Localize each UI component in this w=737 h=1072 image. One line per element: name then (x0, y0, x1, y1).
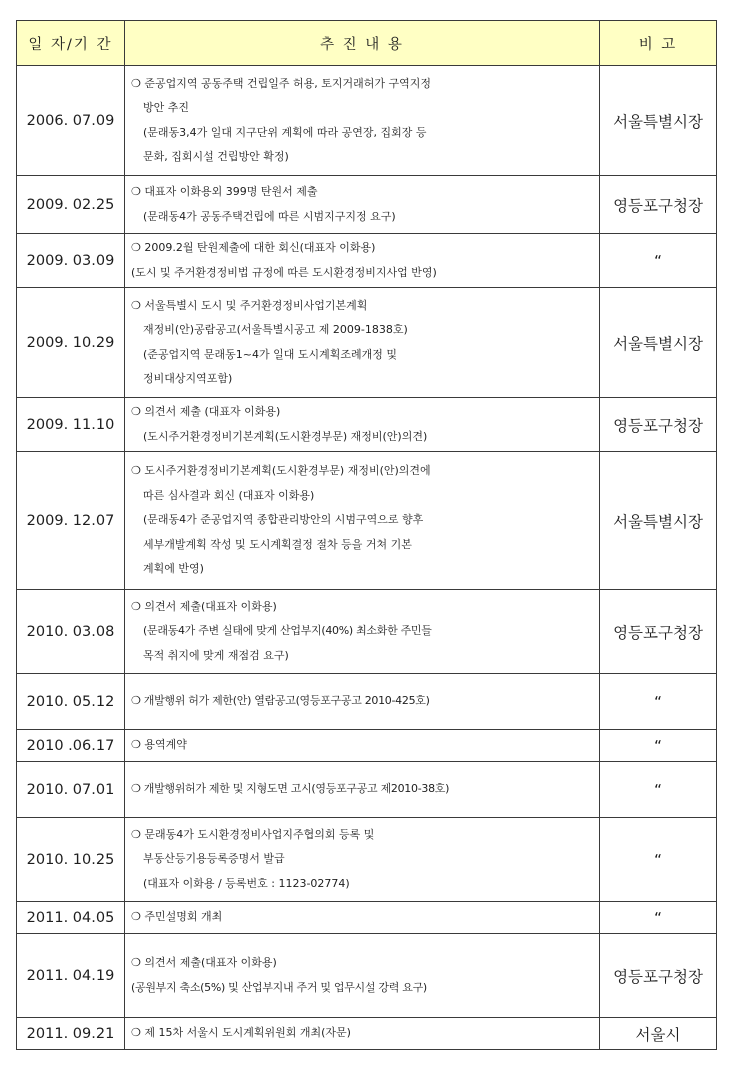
content-item: ❍ 서울특별시 도시 및 주거환경정비사업기본계획 (131, 298, 368, 312)
content-item: ❍ 도시주거환경정비기본계획(도시환경부문) 재정비(안)의견에 (131, 464, 431, 478)
content-detail-line: 부동산등기용등록증명서 발급 (143, 852, 285, 866)
content-item: ❍ 주민설명회 개최 (131, 910, 223, 924)
table-row (17, 730, 717, 762)
row-content (125, 288, 600, 398)
content-detail-line: (도시주거환경정비기본계획(도시환경부문) 재정비(안)의견) (143, 429, 428, 443)
table-row (17, 452, 717, 590)
header-note: 비 고 (600, 21, 717, 66)
row-date: 2006. 07.09 (17, 66, 125, 176)
row-content (125, 176, 600, 234)
content-item: ❍ 2009.2월 탄원제출에 대한 회신(대표자 이화용) (131, 241, 376, 254)
table-row (17, 1018, 717, 1050)
content-item: ❍ 문래동4가 도시환경정비사업지주협의회 등록 및 (131, 827, 375, 841)
table-body (17, 66, 717, 1050)
row-note: 영등포구청장 (600, 398, 717, 452)
row-note: 영등포구청장 (600, 176, 717, 234)
row-content (125, 762, 600, 818)
content-item: ❍ 의견서 제출 (대표자 이화용) (131, 405, 281, 418)
content-detail-line: 문화, 집회시설 건립방안 확정) (143, 150, 289, 163)
row-note: 영등포구청장 (600, 934, 717, 1018)
content-item: ❍ 의견서 제출(대표자 이화용) (131, 956, 277, 969)
row-note: 서울특별시장 (600, 452, 717, 590)
table-row (17, 762, 717, 818)
row-note: “ (600, 818, 717, 902)
row-date: 2009. 02.25 (17, 176, 125, 234)
table-row (17, 818, 717, 902)
row-note: “ (600, 730, 717, 762)
table-row (17, 934, 717, 1018)
row-note: “ (600, 902, 717, 934)
row-content (125, 934, 600, 1018)
row-date: 2011. 04.19 (17, 934, 125, 1018)
row-content (125, 398, 600, 452)
row-date: 2009. 10.29 (17, 288, 125, 398)
content-detail-line: (대표자 이화용 / 등록번호 : 1123-02774) (143, 876, 350, 890)
content-detail-line: (문래동4가 준공업지역 종합관리방안의 시범구역으로 향후 (143, 513, 424, 527)
table-header-row (17, 21, 717, 66)
content-detail-line: 재정비(안)공람공고(서울특별시공고 제 2009-1838호) (143, 323, 408, 336)
row-date: 2011. 04.05 (17, 902, 125, 934)
table-row (17, 66, 717, 176)
content-detail-line: (도시 및 주거환경정비법 규정에 따른 도시환경정비지사업 반영) (131, 265, 437, 279)
row-date: 2010. 10.25 (17, 818, 125, 902)
content-detail-line: (준공업지역 문래동1~4가 일대 도시계획조례개정 및 (143, 347, 398, 361)
content-item: ❍ 의견서 제출(대표자 이화용) (131, 599, 277, 613)
row-note: 서울특별시장 (600, 288, 717, 398)
row-content (125, 818, 600, 902)
row-content (125, 730, 600, 762)
row-note: 영등포구청장 (600, 590, 717, 674)
schedule-document (16, 20, 717, 1050)
content-item: ❍ 개발행위허가 제한 및 지형도면 고시(영등포구공고 제2010-38호) (131, 782, 450, 796)
row-content (125, 452, 600, 590)
content-detail-line: 따른 심사결과 회신 (대표자 이화용) (143, 488, 315, 502)
content-item: ❍ 대표자 이화용외 399명 탄원서 제출 (131, 185, 318, 198)
content-item: ❍ 제 15차 서울시 도시계획위원회 개최(자문) (131, 1026, 351, 1040)
table-row (17, 902, 717, 934)
row-note: “ (600, 234, 717, 288)
row-date: 2010. 03.08 (17, 590, 125, 674)
content-detail-line: 목적 취지에 맞게 재점검 요구) (143, 648, 289, 662)
row-date: 2009. 11.10 (17, 398, 125, 452)
content-detail-line: (문래동3,4가 일대 지구단위 계획에 따라 공연장, 집회장 등 (143, 125, 427, 139)
table-row (17, 288, 717, 398)
content-item: ❍ 준공업지역 공동주택 건립일주 허용, 토지거래허가 구역지정 (131, 76, 431, 90)
row-date: 2010 .06.17 (17, 730, 125, 762)
table-row (17, 234, 717, 288)
content-detail-line: 방안 추진 (143, 101, 190, 114)
row-content (125, 66, 600, 176)
header-date: 일 자/기 간 (17, 21, 125, 66)
row-date: 2009. 03.09 (17, 234, 125, 288)
row-date: 2011. 09.21 (17, 1018, 125, 1050)
row-content (125, 674, 600, 730)
table-row (17, 398, 717, 452)
table-row (17, 590, 717, 674)
content-item: ❍ 개발행위 허가 제한(안) 열람공고(영등포구공고 2010-425호) (131, 694, 430, 708)
content-detail-line: 정비대상지역포함) (143, 372, 233, 385)
row-content (125, 1018, 600, 1050)
row-content (125, 902, 600, 934)
content-detail-line: (문래동4가 주변 실태에 맞게 산업부지(40%) 최소화한 주민들 (143, 624, 432, 638)
table-row (17, 176, 717, 234)
content-detail-line: (공원부지 축소(5%) 및 산업부지내 주거 및 업무시설 강력 요구) (131, 980, 427, 994)
content-detail-line: 세부개발계획 작성 및 도시계획결정 절차 등을 거쳐 기본 (143, 537, 412, 551)
row-note: “ (600, 674, 717, 730)
row-note: 서울특별시장 (600, 66, 717, 176)
row-date: 2009. 12.07 (17, 452, 125, 590)
schedule-table (16, 20, 717, 1050)
row-note: “ (600, 762, 717, 818)
row-content (125, 590, 600, 674)
row-content (125, 234, 600, 288)
header-content: 추 진 내 용 (125, 21, 600, 66)
content-detail-line: 계획에 반영) (143, 562, 204, 576)
row-note: 서울시 (600, 1018, 717, 1050)
row-date: 2010. 05.12 (17, 674, 125, 730)
table-row (17, 674, 717, 730)
content-detail-line: (문래동4가 공동주택건립에 따른 시범지구지정 요구) (143, 209, 396, 223)
row-date: 2010. 07.01 (17, 762, 125, 818)
content-item: ❍ 용역계약 (131, 738, 187, 752)
